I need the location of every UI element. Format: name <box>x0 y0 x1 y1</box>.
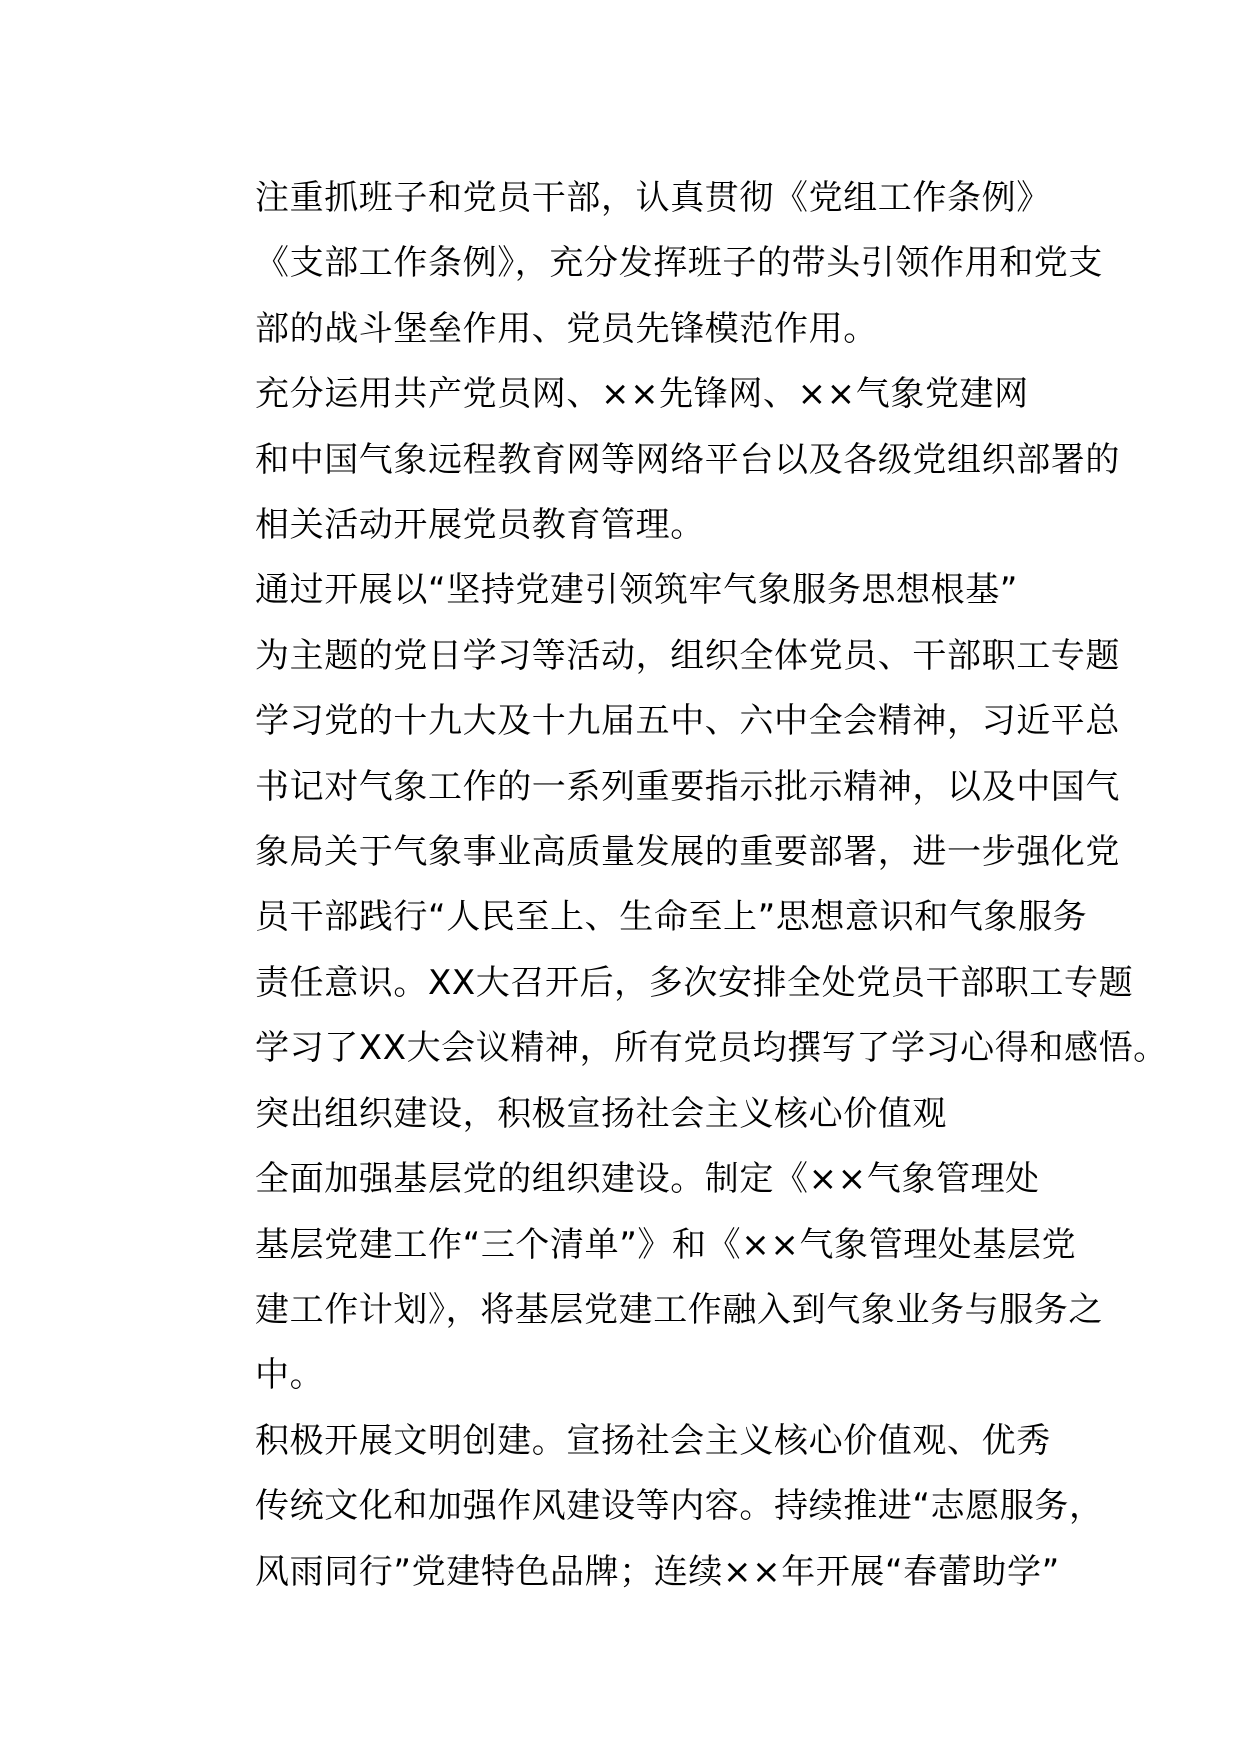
text-line: 《支部工作条例》，充分发挥班子的带头引领作用和党支 <box>255 243 1103 284</box>
text-line: 充分运用共产党员网、××先锋网、××气象党建网 <box>255 374 1029 415</box>
text-line: 责任意识。XX大召开后，多次安排全处党员干部职工专题 <box>255 962 1134 1003</box>
text-line: 象局关于气象事业高质量发展的重要部署，进一步强化党 <box>255 832 1120 873</box>
text-line: 注重抓班子和党员干部，认真贯彻《党组工作条例》 <box>255 178 1051 218</box>
paragraph-organization-building <box>187 1147 1103 1409</box>
text-line: 通过开展以“坚持党建引领筑牢气象服务思想根基” <box>255 570 1019 611</box>
text-line: 全面加强基层党的组织建设。制定《××气象管理处 <box>255 1159 1040 1200</box>
text-line: 书记对气象工作的一系列重要指示批示精神，以及中国气 <box>255 766 1120 807</box>
paragraph-civilization-building <box>187 1409 1104 1605</box>
text-line: 建工作计划》，将基层党建工作融入到气象业务与服务之 <box>255 1289 1103 1330</box>
text-line: 和中国气象远程教育网等网络平台以及各级党组织部署的 <box>255 439 1120 480</box>
text-line: 部的战斗堡垒作用、党员先锋模范作用。 <box>255 308 878 349</box>
text-line: 突出组织建设，积极宣扬社会主义核心价值观 <box>255 1093 947 1134</box>
paragraph-theme-study <box>187 558 1168 1081</box>
paragraph-online-platforms <box>187 362 1120 558</box>
text-line: 学习了XX大会议精神，所有党员均撰写了学习心得和感悟。 <box>255 1028 1168 1069</box>
text-line: 积极开展文明创建。宣扬社会主义核心价值观、优秀 <box>255 1420 1051 1461</box>
text-line: 为主题的党日学习等活动，组织全体党员、干部职工专题 <box>255 635 1120 676</box>
text-line: 学习党的十九大及十九届五中、六中全会精神，习近平总 <box>255 701 1120 742</box>
paragraph-leadership <box>187 166 1103 362</box>
text-line: 风雨同行”党建特色品牌；连续××年开展“春蕾助学” <box>255 1551 1060 1592</box>
document-body <box>187 166 1168 1605</box>
text-line: 传统文化和加强作风建设等内容。持续推进“志愿服务， <box>255 1486 1104 1527</box>
text-line: 相关活动开展党员教育管理。 <box>255 505 705 546</box>
text-line: 中。 <box>255 1355 325 1396</box>
text-line: 员干部践行“人民至上、生命至上”思想意识和气象服务 <box>255 897 1088 938</box>
section-heading-organization <box>187 1082 1055 1147</box>
text-line: 基层党建工作“三个清单”》和《××气象管理处基层党 <box>255 1224 1077 1265</box>
